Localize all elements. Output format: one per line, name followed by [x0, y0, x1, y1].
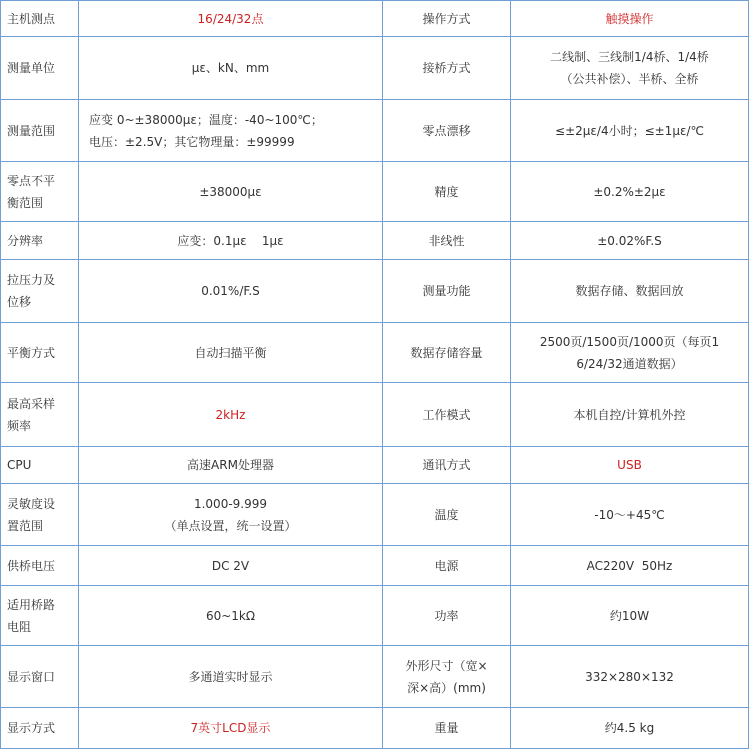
spec-label: 测量单位	[1, 37, 79, 100]
spec-value	[511, 323, 749, 383]
spec-label: 重量	[383, 708, 511, 749]
spec-value-line: 二线制、三线制1/4桥、1/4桥	[550, 50, 709, 64]
spec-value-line: 应变 0~±38000με；温度：-40~100℃；	[89, 112, 323, 127]
spec-label-line: 零点不平	[7, 173, 56, 188]
table-row	[1, 222, 749, 260]
spec-value: ±38000με	[79, 162, 383, 222]
spec-value-line: 2500页/1500页/1000页（每页1	[539, 334, 720, 349]
spec-value	[79, 484, 383, 546]
spec-label: 平衡方式	[1, 323, 79, 383]
spec-value-line: 电压：±2.5V；其它物理量：±99999	[89, 134, 295, 149]
spec-value: 2kHz	[79, 383, 383, 447]
spec-value: USB	[511, 447, 749, 484]
spec-value: 本机自控/计算机外控	[511, 383, 749, 447]
spec-label: 零点漂移	[383, 100, 511, 162]
table-row	[1, 162, 749, 222]
spec-label: 测量功能	[383, 260, 511, 323]
table-row	[1, 546, 749, 586]
spec-label: 显示窗口	[1, 646, 79, 708]
spec-value: 约10W	[511, 586, 749, 646]
spec-value: -10～+45℃	[511, 484, 749, 546]
spec-label: 测量范围	[1, 100, 79, 162]
spec-label: 供桥电压	[1, 546, 79, 586]
spec-value-line: 1.000-9.999	[193, 496, 268, 511]
table-row	[1, 323, 749, 383]
spec-value: 约4.5 kg	[511, 708, 749, 749]
spec-label: 工作模式	[383, 383, 511, 447]
table-row	[1, 708, 749, 749]
table-row	[1, 100, 749, 162]
spec-label: 温度	[383, 484, 511, 546]
table-row	[1, 383, 749, 447]
spec-label: 操作方式	[383, 1, 511, 37]
spec-label-line: 电阻	[7, 619, 32, 634]
spec-label	[1, 484, 79, 546]
table-row	[1, 447, 749, 484]
spec-label-line: 衡范围	[7, 195, 44, 210]
spec-label: 功率	[383, 586, 511, 646]
spec-value: 0.01%/F.S	[79, 260, 383, 323]
spec-value: 应变：0.1με 1με	[79, 222, 383, 260]
spec-label: 数据存储容量	[383, 323, 511, 383]
spec-value: 自动扫描平衡	[79, 323, 383, 383]
spec-label: CPU	[1, 447, 79, 484]
spec-value	[511, 37, 749, 100]
spec-label-line: 位移	[7, 295, 32, 309]
spec-value: 触摸操作	[511, 1, 749, 37]
spec-label-line: 外形尺寸（宽×	[405, 658, 488, 673]
spec-label	[1, 162, 79, 222]
spec-label-line: 频率	[7, 418, 32, 433]
table-row	[1, 260, 749, 323]
spec-label: 通讯方式	[383, 447, 511, 484]
spec-label	[383, 646, 511, 708]
spec-label-line: 灵敏度设	[7, 496, 56, 511]
spec-value-line: 6/24/32通道数据）	[576, 356, 683, 371]
spec-label	[1, 260, 79, 323]
spec-label-line: 深×高）(mm)	[407, 680, 486, 695]
spec-value: 60~1kΩ	[79, 586, 383, 646]
spec-label-line: 最高采样	[7, 396, 56, 411]
spec-value: ±0.2%±2με	[511, 162, 749, 222]
spec-value: 332×280×132	[511, 646, 749, 708]
spec-label	[1, 586, 79, 646]
spec-value: 7英寸LCD显示	[79, 708, 383, 749]
spec-value: 数据存储、数据回放	[511, 260, 749, 323]
table-row	[1, 1, 749, 37]
spec-label-line: 拉压力及	[7, 273, 56, 287]
table-row	[1, 37, 749, 100]
table-row	[1, 586, 749, 646]
spec-value: 多通道实时显示	[79, 646, 383, 708]
spec-label: 非线性	[383, 222, 511, 260]
spec-label: 电源	[383, 546, 511, 586]
spec-value: ±0.02%F.S	[511, 222, 749, 260]
spec-label-line: 适用桥路	[7, 597, 56, 612]
spec-label	[1, 383, 79, 447]
spec-value: AC220V 50Hz	[511, 546, 749, 586]
spec-value: με、kN、mm	[79, 37, 383, 100]
spec-label: 精度	[383, 162, 511, 222]
spec-label: 分辨率	[1, 222, 79, 260]
spec-value: DC 2V	[79, 546, 383, 586]
spec-value: 高速ARM处理器	[79, 447, 383, 484]
table-row	[1, 484, 749, 546]
spec-label: 主机测点	[1, 1, 79, 37]
spec-label: 接桥方式	[383, 37, 511, 100]
spec-value-line: （公共补偿）、半桥、全桥	[560, 72, 699, 86]
table-row	[1, 646, 749, 708]
spec-value	[79, 100, 383, 162]
spec-label-line: 置范围	[7, 518, 44, 533]
spec-value-line: （单点设置，统一设置）	[164, 518, 297, 533]
spec-value: 16/24/32点	[79, 1, 383, 37]
spec-value: ≤±2με/4小时；≤±1με/℃	[511, 100, 749, 162]
spec-label: 显示方式	[1, 708, 79, 749]
